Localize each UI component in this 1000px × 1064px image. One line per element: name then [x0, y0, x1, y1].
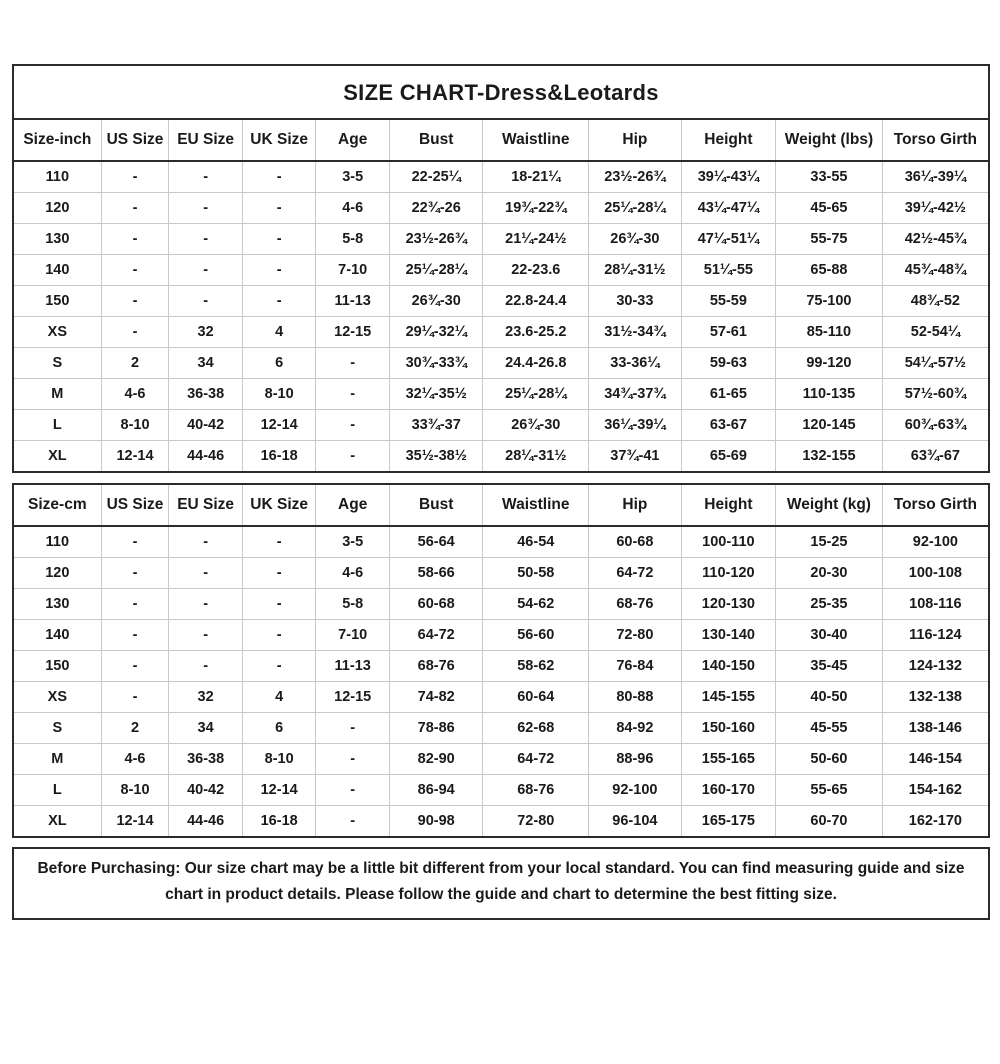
column-header: Hip [589, 485, 682, 526]
table-cell: 25¼-28¼ [389, 254, 483, 285]
table-cell: 29¼-32¼ [389, 316, 483, 347]
table-cell: 8-10 [242, 378, 316, 409]
column-header: US Size [101, 120, 169, 161]
table-cell: 68-76 [483, 774, 589, 805]
table-cell: 32 [169, 316, 243, 347]
table-cell: 30-40 [776, 619, 883, 650]
column-header: Weight (lbs) [776, 120, 883, 161]
table-row [14, 650, 988, 681]
table-cell: 6 [242, 347, 316, 378]
table-cell: 146-154 [882, 743, 988, 774]
table-cell: - [316, 347, 390, 378]
table-cell: 26¾-30 [389, 285, 483, 316]
table-cell: 55-65 [776, 774, 883, 805]
table-cell: 150 [14, 285, 101, 316]
table-cell: - [169, 650, 243, 681]
table-cell: - [101, 285, 169, 316]
table-row [14, 681, 988, 712]
table-cell: - [169, 285, 243, 316]
table-cell: 74-82 [389, 681, 483, 712]
table-cell: 82-90 [389, 743, 483, 774]
table-cell: 36-38 [169, 378, 243, 409]
table-cell: 5-8 [316, 223, 390, 254]
column-header: Size-cm [14, 485, 101, 526]
table-cell: 11-13 [316, 285, 390, 316]
purchase-note-section [12, 847, 990, 920]
table-cell: 5-8 [316, 588, 390, 619]
table-cell: 4-6 [316, 192, 390, 223]
table-cell: XS [14, 316, 101, 347]
table-cell: 7-10 [316, 254, 390, 285]
table-cell: 62-68 [483, 712, 589, 743]
table-cell: 28¼-31½ [483, 440, 589, 471]
table-cell: - [169, 161, 243, 192]
table-cell: 64-72 [389, 619, 483, 650]
column-header: Torso Girth [882, 120, 988, 161]
table-cell: 23½-26¾ [589, 161, 682, 192]
table-cell: 140-150 [681, 650, 775, 681]
table-row [14, 774, 988, 805]
table-cell: 39¼-42½ [882, 192, 988, 223]
table-cell: 12-15 [316, 681, 390, 712]
table-cell: 6 [242, 712, 316, 743]
table-cell: 120-145 [776, 409, 883, 440]
table-cell: - [242, 557, 316, 588]
table-cell: 25¼-28¼ [589, 192, 682, 223]
table-cell: 85-110 [776, 316, 883, 347]
table-cell: 50-58 [483, 557, 589, 588]
table-cell: 55-59 [681, 285, 775, 316]
table-cell: L [14, 409, 101, 440]
table-cell: 44-46 [169, 440, 243, 471]
table-cell: 23.6-25.2 [483, 316, 589, 347]
table-cell: 96-104 [589, 805, 682, 836]
table-cell: XL [14, 440, 101, 471]
size-table-cm [14, 485, 988, 836]
table-cell: 46-54 [483, 526, 589, 557]
table-cell: 86-94 [389, 774, 483, 805]
column-header: Waistline [483, 485, 589, 526]
table-cell: 92-100 [589, 774, 682, 805]
table-cell: 15-25 [776, 526, 883, 557]
column-header: Weight (kg) [776, 485, 883, 526]
table-cell: 72-80 [483, 805, 589, 836]
table-cell: 88-96 [589, 743, 682, 774]
table-cell: 28¼-31½ [589, 254, 682, 285]
table-cell: 68-76 [589, 588, 682, 619]
column-header: Height [681, 485, 775, 526]
table-cell: - [169, 526, 243, 557]
table-cell: 8-10 [101, 774, 169, 805]
table-cell: - [101, 588, 169, 619]
table-cell: 4-6 [101, 378, 169, 409]
table-cell: 54-62 [483, 588, 589, 619]
table-cell: 63¾-67 [882, 440, 988, 471]
table-cell: - [169, 223, 243, 254]
table-cell: 32¼-35½ [389, 378, 483, 409]
table-row [14, 409, 988, 440]
table-cell: - [101, 650, 169, 681]
table-cell: - [101, 316, 169, 347]
table-cell: 22-25¼ [389, 161, 483, 192]
table-cell: M [14, 378, 101, 409]
table-cell: 4-6 [101, 743, 169, 774]
table-cell: 16-18 [242, 805, 316, 836]
table-cell: 76-84 [589, 650, 682, 681]
table-cell: 140 [14, 254, 101, 285]
table-cell: 130 [14, 223, 101, 254]
table-cell: 116-124 [882, 619, 988, 650]
table-row [14, 347, 988, 378]
table-cell: XL [14, 805, 101, 836]
table-cell: 33-36¼ [589, 347, 682, 378]
table-cell: 64-72 [589, 557, 682, 588]
table-cell: 99-120 [776, 347, 883, 378]
table-cell: 12-14 [242, 409, 316, 440]
table-cell: 56-64 [389, 526, 483, 557]
table-cell: 58-62 [483, 650, 589, 681]
table-row [14, 192, 988, 223]
table-cell: 61-65 [681, 378, 775, 409]
column-header: US Size [101, 485, 169, 526]
table-cell: 35-45 [776, 650, 883, 681]
table-cell: 39¼-43¼ [681, 161, 775, 192]
table-row [14, 743, 988, 774]
table-row [14, 712, 988, 743]
table-cell: 35½-38½ [389, 440, 483, 471]
table-cell: - [169, 588, 243, 619]
table-cell: 100-108 [882, 557, 988, 588]
table-row [14, 161, 988, 192]
table-cell: 50-60 [776, 743, 883, 774]
table-cell: 3-5 [316, 161, 390, 192]
table-row [14, 285, 988, 316]
table-cell: 108-116 [882, 588, 988, 619]
table-cell: 120 [14, 192, 101, 223]
table-cell: 154-162 [882, 774, 988, 805]
column-header: Bust [389, 120, 483, 161]
table-cell: 30-33 [589, 285, 682, 316]
header-row [14, 485, 988, 526]
table-cell: 60-64 [483, 681, 589, 712]
purchase-note: Before Purchasing: Our size chart may be a little bit different from your local standard. You can find measuring guide and size chart in product details. Please follow the guide and chart to determine the best fitting size. [37, 860, 965, 904]
table-cell: 37¾-41 [589, 440, 682, 471]
table-cell: 34¾-37¾ [589, 378, 682, 409]
table-cell: 160-170 [681, 774, 775, 805]
table-cell: 32 [169, 681, 243, 712]
table-cell: 100-110 [681, 526, 775, 557]
table-cell: 12-14 [101, 440, 169, 471]
column-header: Age [316, 120, 390, 161]
table-cell: 12-14 [242, 774, 316, 805]
table-cell: - [316, 378, 390, 409]
table-cell: 40-42 [169, 409, 243, 440]
table-cell: 2 [101, 712, 169, 743]
table-cell: 33-55 [776, 161, 883, 192]
table-cell: 23½-26¾ [389, 223, 483, 254]
table-cell: - [242, 285, 316, 316]
table-cell: 124-132 [882, 650, 988, 681]
column-header: Height [681, 120, 775, 161]
table-cell: 45-65 [776, 192, 883, 223]
table-cell: 8-10 [101, 409, 169, 440]
table-cell: - [242, 619, 316, 650]
table-cell: - [242, 161, 316, 192]
table-cell: 162-170 [882, 805, 988, 836]
table-row [14, 805, 988, 836]
table-cell: - [316, 712, 390, 743]
table-cell: - [316, 743, 390, 774]
column-header: EU Size [169, 120, 243, 161]
table-cell: 40-50 [776, 681, 883, 712]
table-cell: 65-88 [776, 254, 883, 285]
table-cell: 25¼-28¼ [483, 378, 589, 409]
table-cell: 120-130 [681, 588, 775, 619]
table-cell: 110-120 [681, 557, 775, 588]
table-cell: 45¾-48¾ [882, 254, 988, 285]
size-chart-page [0, 64, 1000, 1064]
table-cell: 60-68 [389, 588, 483, 619]
table-cell: - [242, 650, 316, 681]
table-cell: - [169, 557, 243, 588]
table-cell: 44-46 [169, 805, 243, 836]
table-cell: 140 [14, 619, 101, 650]
table-cell: 20-30 [776, 557, 883, 588]
column-header: Bust [389, 485, 483, 526]
table-cell: 56-60 [483, 619, 589, 650]
table-cell: - [101, 557, 169, 588]
table-cell: - [242, 223, 316, 254]
table-cell: 36-38 [169, 743, 243, 774]
table-cell: 57-61 [681, 316, 775, 347]
table-cell: 80-88 [589, 681, 682, 712]
table-cell: 21¼-24½ [483, 223, 589, 254]
table-cell: 132-155 [776, 440, 883, 471]
table-cell: 4-6 [316, 557, 390, 588]
table-row [14, 526, 988, 557]
table-cell: 22¾-26 [389, 192, 483, 223]
table-cell: 36¼-39¼ [589, 409, 682, 440]
table-cell: 60-68 [589, 526, 682, 557]
table-cell: 8-10 [242, 743, 316, 774]
header-row [14, 120, 988, 161]
column-header: Waistline [483, 120, 589, 161]
table-cell: 47¼-51¼ [681, 223, 775, 254]
table-cell: 64-72 [483, 743, 589, 774]
table-row [14, 223, 988, 254]
table-cell: 34 [169, 347, 243, 378]
column-header: UK Size [242, 120, 316, 161]
table-cell: XS [14, 681, 101, 712]
table-cell: 19¾-22¾ [483, 192, 589, 223]
table-cell: 31½-34¾ [589, 316, 682, 347]
table-cell: - [101, 619, 169, 650]
table-row [14, 378, 988, 409]
table-cell: 43¼-47¼ [681, 192, 775, 223]
table-cell: 130-140 [681, 619, 775, 650]
table-cell: - [101, 161, 169, 192]
table-cell: 150 [14, 650, 101, 681]
table-cell: 26¾-30 [483, 409, 589, 440]
table-row [14, 254, 988, 285]
table-cell: 24.4-26.8 [483, 347, 589, 378]
table-cell: 120 [14, 557, 101, 588]
table-cell: - [101, 192, 169, 223]
table-cell: - [169, 619, 243, 650]
table-cell: 59-63 [681, 347, 775, 378]
column-header: EU Size [169, 485, 243, 526]
table-cell: 18-21¼ [483, 161, 589, 192]
column-header: Hip [589, 120, 682, 161]
table-cell: 16-18 [242, 440, 316, 471]
table-cell: 72-80 [589, 619, 682, 650]
table-cell: 3-5 [316, 526, 390, 557]
table-cell: S [14, 347, 101, 378]
column-header: UK Size [242, 485, 316, 526]
table-cell: - [101, 681, 169, 712]
table-cell: - [316, 774, 390, 805]
column-header: Age [316, 485, 390, 526]
table-cell: 12-15 [316, 316, 390, 347]
column-header: Size-inch [14, 120, 101, 161]
table-cell: 145-155 [681, 681, 775, 712]
table-cell: 40-42 [169, 774, 243, 805]
table-cell: 57½-60¾ [882, 378, 988, 409]
table-cell: S [14, 712, 101, 743]
table-cell: L [14, 774, 101, 805]
table-cell: M [14, 743, 101, 774]
table-cell: 48¾-52 [882, 285, 988, 316]
table-cell: 11-13 [316, 650, 390, 681]
table-cell: 132-138 [882, 681, 988, 712]
table-cell: 45-55 [776, 712, 883, 743]
table-cell: - [316, 409, 390, 440]
table-cell: 110-135 [776, 378, 883, 409]
table-row [14, 619, 988, 650]
table-cell: 60-70 [776, 805, 883, 836]
table-cell: 165-175 [681, 805, 775, 836]
table-cell: - [101, 223, 169, 254]
size-chart-inch-section [12, 64, 990, 473]
table-cell: - [242, 192, 316, 223]
table-cell: 22-23.6 [483, 254, 589, 285]
column-header: Torso Girth [882, 485, 988, 526]
table-cell: 90-98 [389, 805, 483, 836]
table-cell: 78-86 [389, 712, 483, 743]
table-cell: 84-92 [589, 712, 682, 743]
table-cell: - [101, 526, 169, 557]
table-cell: - [242, 588, 316, 619]
table-cell: 130 [14, 588, 101, 619]
table-row [14, 440, 988, 471]
table-cell: 58-66 [389, 557, 483, 588]
table-cell: - [169, 192, 243, 223]
table-cell: 155-165 [681, 743, 775, 774]
table-row [14, 588, 988, 619]
table-cell: - [316, 805, 390, 836]
table-cell: 68-76 [389, 650, 483, 681]
table-cell: 7-10 [316, 619, 390, 650]
table-cell: 150-160 [681, 712, 775, 743]
size-chart-cm-section [12, 483, 990, 838]
table-cell: 30¾-33¾ [389, 347, 483, 378]
table-cell: 34 [169, 712, 243, 743]
table-cell: 54¼-57½ [882, 347, 988, 378]
table-cell: - [242, 254, 316, 285]
table-cell: - [242, 526, 316, 557]
table-cell: 2 [101, 347, 169, 378]
table-cell: 52-54¼ [882, 316, 988, 347]
table-cell: 4 [242, 681, 316, 712]
table-row [14, 316, 988, 347]
table-cell: - [316, 440, 390, 471]
table-cell: 42½-45¾ [882, 223, 988, 254]
table-cell: 92-100 [882, 526, 988, 557]
table-cell: 60¾-63¾ [882, 409, 988, 440]
size-table-inch [14, 120, 988, 471]
table-cell: 75-100 [776, 285, 883, 316]
table-cell: 65-69 [681, 440, 775, 471]
table-cell: 51¼-55 [681, 254, 775, 285]
table-cell: 26¾-30 [589, 223, 682, 254]
table-cell: 110 [45, 533, 70, 550]
table-cell: 63-67 [681, 409, 775, 440]
table-cell: 12-14 [101, 805, 169, 836]
table-cell: - [101, 254, 169, 285]
table-cell: 110 [45, 168, 70, 185]
table-cell: 22.8-24.4 [483, 285, 589, 316]
table-cell: - [169, 254, 243, 285]
table-cell: 138-146 [882, 712, 988, 743]
table-row [14, 557, 988, 588]
size-chart-title: SIZE CHART-Dress&Leotards [14, 66, 988, 120]
table-cell: 33¾-37 [389, 409, 483, 440]
table-cell: 25-35 [776, 588, 883, 619]
table-cell: 36¼-39¼ [882, 161, 988, 192]
table-cell: 4 [242, 316, 316, 347]
table-cell: 55-75 [776, 223, 883, 254]
